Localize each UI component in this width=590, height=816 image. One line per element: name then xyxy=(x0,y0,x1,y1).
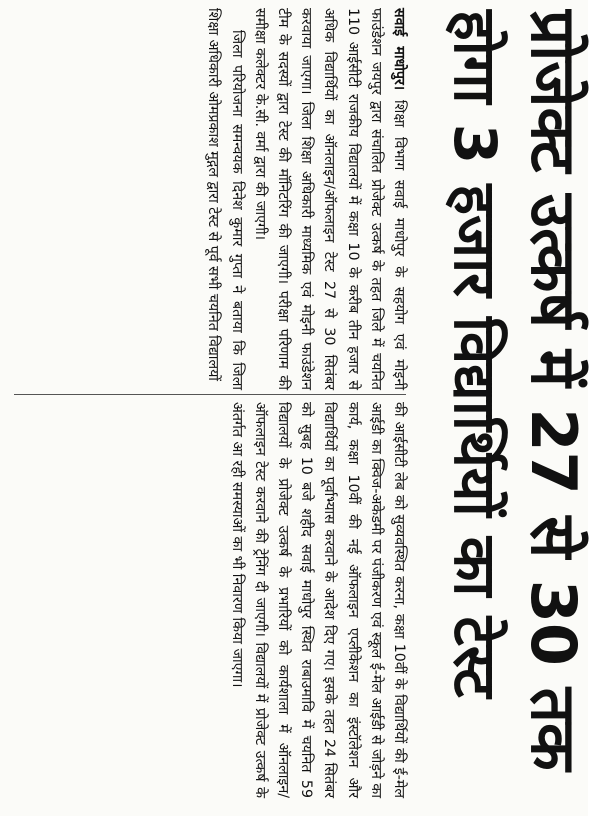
headline-line-1: प्रोजेक्ट उत्कर्ष में 27 से 30 तक xyxy=(517,10,590,771)
article-column-left xyxy=(10,8,410,390)
column-divider xyxy=(14,394,406,395)
article-paragraph-3: की आईसीटी लेब को सुव्यवस्थित करना, कक्षा 10वीं के विद्यार्थियों की ई-मेल आईडी का क्विज-अकेडमी पर पंजीकरण एवं स्कूल ई-मेल आईडी से जोड़ने का कार्य, कक्षा 10वीं की नई ऑफलाइन एप्लीकेशन का इंस्टॉलेशन और विद्यार्थियों का पूर्वाभ्यास करवाने के आदेश दिए गए। इसके तहत 24 सितंबर को सुबह 10 बजे शहीद सवाई माधोपुर स्थित राबाउमावि में चयनित 59 विद्यालयों के प्रोजेक्ट उत्कर्ष के प्रभारियों को कार्यशाला में ऑनलाइन/ऑफलाइन टेस्ट करवाने की ट्रेनिंग दी जाएगी। विद्यालयों में प्रोजेक्ट उत्कर्ष के अंतर्गत आ रही समस्याओं का भी निवारण किया जाएगा। xyxy=(228,402,407,798)
paragraph-1-text: शिक्षा विभाग सवाई माधोपुर के सहयोग एवं मोइनी फाउंडेशन जयपुर द्वारा संचालित प्रोजेक्ट उत्कर्ष के तहत जिले में चयनित 110 आईसीटी राजकीय विद्यालयों में कक्षा 10 के करीब तीन हजार से अधिक विद्यार्थियों का ऑनलाइन/ऑफलाइन टेस्ट 27 से 30 सितंबर करवाया जाएगा। जिला शिक्षा अधिकारी माध्यमिक एवं मोइनी फाउंडेशन टीम के सदस्यों द्वारा टेस्ट की मॉनिटरिंग की जाएगी। परीक्षा परिणाम की समीक्षा कलेक्टर के.सी. वर्मा द्वारा की जाएगी। xyxy=(251,8,407,390)
dateline: सवाई माधोपुर। xyxy=(391,8,407,91)
article-paragraph-2: जिला परियोजना समन्वयक दिनेश कुमार गुप्ता ने बताया कि जिला शिक्षा अधिकारी ओमप्रकाश मुद्गल द्वारा टेस्ट से पूर्व सभी चयनित विद्यालयों xyxy=(205,8,245,390)
headline-line-2: होगा 3 हजार विद्यार्थियों का टेस्ट xyxy=(441,10,509,698)
article-paragraph-1 xyxy=(248,8,410,390)
article-column-right xyxy=(10,402,410,798)
